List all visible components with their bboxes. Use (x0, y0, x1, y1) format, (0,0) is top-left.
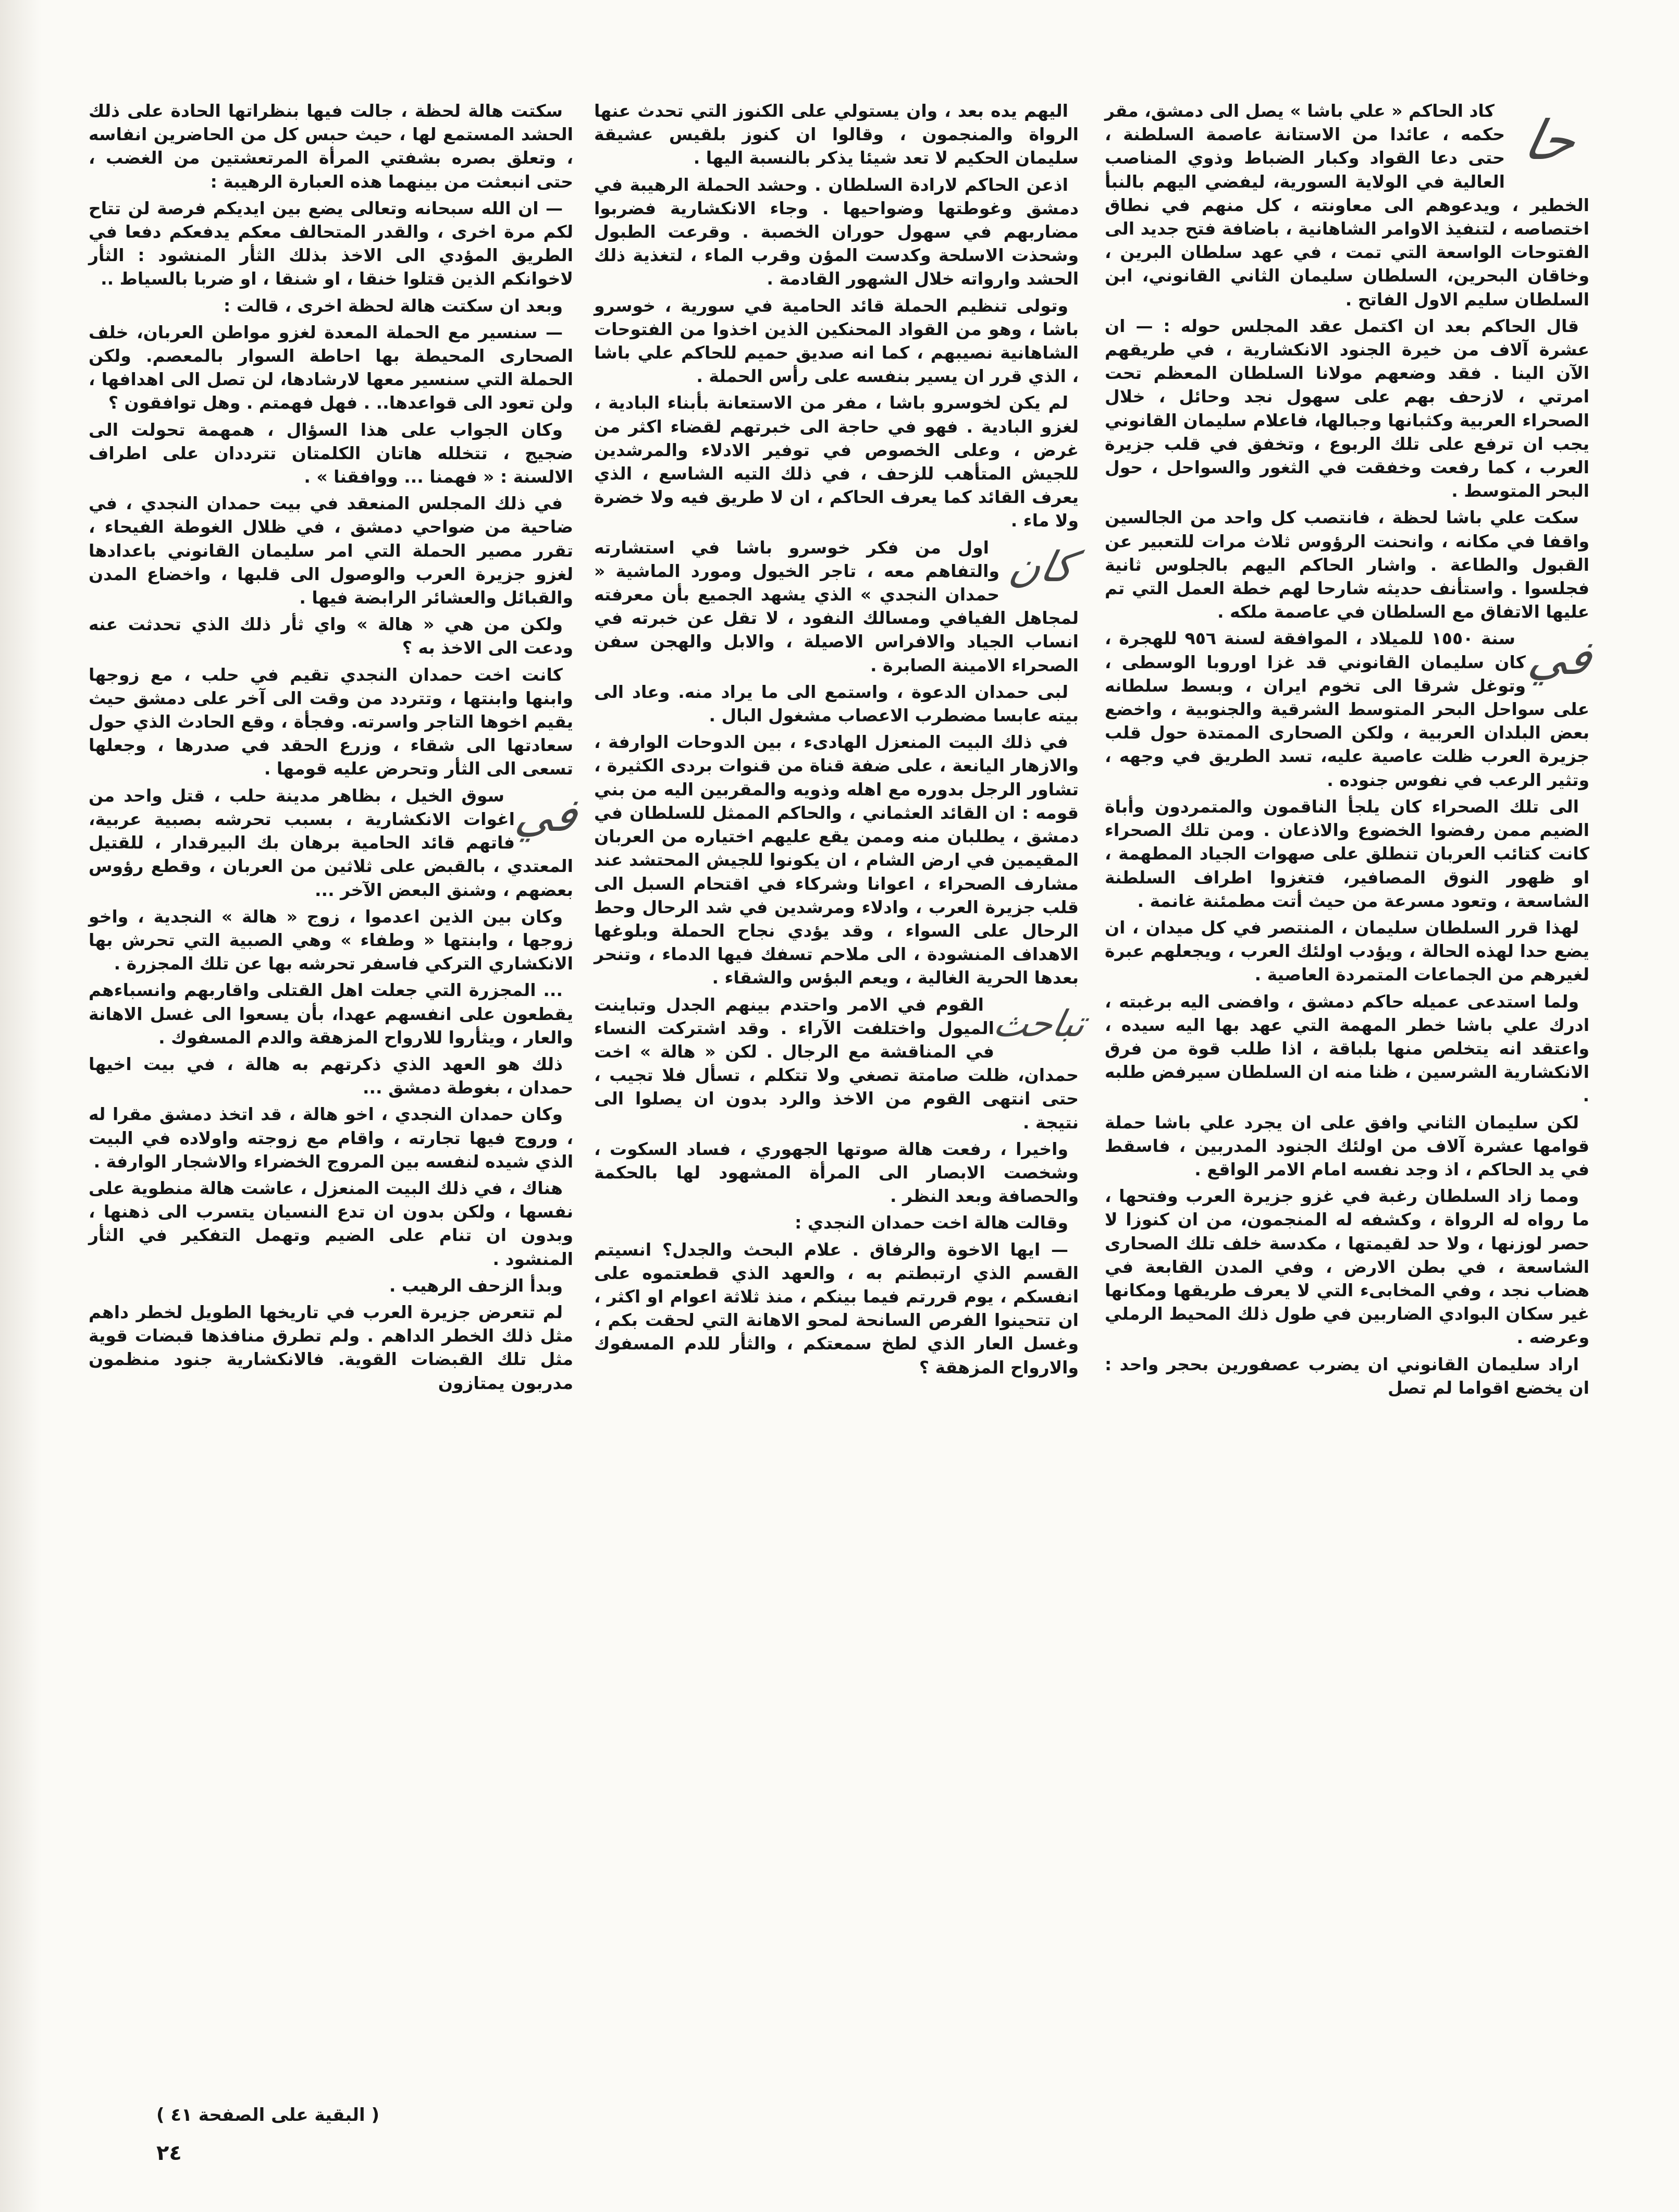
dropcap-letter: في (1524, 630, 1598, 685)
paragraph: وكان حمدان النجدي ، اخو هالة ، قد اتخذ دمشق مقرا له ، وروج فيها تجارته ، واقام مع زوجته واولاده في البيت الذي شيده لنفسه بين المروج الخضراء والاشجار الوارفة . (89, 1104, 573, 1172)
paragraph: في ذلك المجلس المنعقد في بيت حمدان النجدي ، في ضاحية من ضواحي دمشق ، في ظلال الغوطة الفيحاء ، تقرر مصير الحملة التي امر سليمان القانوني باعدادها لغزو جزيرة العرب والوصول الى قلبها ، واخضاع المدن والقبائل والعشائر الرابضة فيها . (89, 493, 573, 608)
paragraph: سكت علي باشا لحظة ، فانتصب كل واحد من الجالسين واقفا في مكانه ، وانحنت الرؤوس ثلاث مرات للتعبير عن القبول والطاعة . واشار الحاكم اليهم بالجلوس ثانية فجلسوا . واستأنف حديثه شارحا لهم خطة العمل التي تم عليها الاتفاق مع السلطان في عاصمة ملكه . (1105, 507, 1589, 622)
paragraph: ... المجزرة التي جعلت اهل القتلى واقاربهم وانسباءهم يقطعون على انفسهم عهدا، بأن يسعوا الى غسل الاهانة والعار ، ويثأروا للارواح المزهقة والدم المسفوك . (89, 980, 573, 1048)
paragraph: ولما استدعى عميله حاكم دمشق ، وافضى اليه برغبته ، ادرك علي باشا خطر المهمة التي عهد بها اليه سيده ، واعتقد انه يتخلص منها بلباقة ، اذا طلب قوة من فرق الانكشارية الشرسين ، ظنا منه ان السلطان سيرفض طلبه . (1105, 991, 1589, 1106)
paragraph: لم تتعرض جزيرة العرب في تاريخها الطويل لخطر داهم مثل ذلك الخطر الداهم . ولم تطرق منافذها قبضات قوية مثل تلك القبضات القوية. فالانكشارية جنود منظمون مدربون يمتازون (89, 1301, 573, 1393)
paragraph: سوق الخيل ، بظاهر مدينة حلب ، قتل واحد من اغوات الانكشارية ، بسبب تحرشه بصبية عربية، فاتهم قائد الحامية برهان بك البيرقدار ، للقتيل المعتدي ، بالقبض على ثلاثين من العربان ، وقطع رؤوس بعضهم ، وشنق البعض الآخر ... (89, 785, 573, 900)
dropcap-ornament (1524, 626, 1598, 689)
dropcap-ornament (990, 993, 1090, 1055)
paragraph: سنة ١٥٥٠ للميلاد ، الموافقة لسنة ٩٥٦ للهجرة ، كان سليمان القانوني قد غزا اوروبا الوسطى ، وتوغل شرقا الى تخوم ايران ، وبسط سلطانه على سواحل البحر المتوسط الشرقية والجنوبية ، واخضع بعض البلدان العربية ، ولكن الصحارى الممتدة حول قلب جزيرة العرب ظلت عاصية عليه، تسد الطريق في وجهه ، وتثير الرعب في نفوس جنوده . (1105, 628, 1589, 790)
dropcap-ornament (1511, 99, 1589, 182)
paragraph: وتولى تنظيم الحملة قائد الحامية في سورية ، خوسرو باشا ، وهو من القواد المحنكين الذين اخذوا من الفتوحات الشاهانية نصيبهم ، كما انه صديق حميم للحاكم علي باشا ، الذي قرر ان يسير بنفسه على رأس الحملة . (594, 295, 1079, 387)
paragraph: ومما زاد السلطان رغبة في غزو جزيرة العرب وفتحها ، ما رواه له الرواة ، وكشفه له المنجمون، من ان كنوزا لا حصر لوزنها ، ولا حد لقيمتها ، مكدسة خلف تلك الصحارى الشاسعة ، في بطن الارض ، وفي المدن القابعة في هضاب نجد ، وفي المخابىء التي لا يعرف طريقها ومكانها غير سكان البوادي الضاربين في طول ذلك المحيط الرملي وعرضه . (1105, 1186, 1589, 1348)
paragraph: لكن سليمان الثاني وافق على ان يجرد علي باشا حملة قوامها عشرة آلاف من اولئك الجنود المدربين ، فاسقط في يد الحاكم ، اذ وجد نفسه امام الامر الواقع . (1105, 1112, 1589, 1179)
paragraph: اول من فكر خوسرو باشا في استشارته والتفاهم معه ، تاجر الخيول ومورد الماشية « حمدان النجدي » الذي يشهد الجميع بأن معرفته لمجاهل الفيافي ومسالك النفود ، لا تقل عن خبرته في انساب الجياد والافراس الاصيلة ، والابل والهجن سفن الصحراء الامينة الصابرة . (594, 537, 1079, 675)
article-column-1 (1105, 99, 1598, 2069)
page-edge-shadow (0, 0, 42, 2212)
dropcap-letter: كان (1005, 543, 1079, 592)
paragraph: — ان الله سبحانه وتعالى يضع بين ايديكم فرصة لن تتاح لكم مرة اخرى ، والقدر المتحالف معكم يدفعكم دفعا في الطريق المؤدي الى الاخذ بذلك الثأر المنشود : الثأر لاخوانكم الذين قتلوا خنقا ، او شنقا ، او ضربا بالسياط .. (89, 198, 573, 289)
paragraph: في ذلك البيت المنعزل الهادىء ، بين الدوحات الوارفة ، والازهار اليانعة ، على ضفة قناة من قنوات بردى الكثيرة ، تشاور الرجل بدوره مع اهله وذويه والمقربين اليه من بني قومه : ان القائد العثماني ، والحاكم الممثل للسلطان في دمشق ، يطلبان منه وممن يقع عليهم اختياره من العربان المقيمين في ارض الشام ، ان يكونوا للجيش المحتشد عند مشارف الصحراء ، اعوانا وشركاء في اقتحام السبل الى قلب جزيرة العرب ، وادلاء ومرشدين في شد الرحال وحط الرحال على السواء ، وقد يؤدي نجاح الحملة وبلوغها الاهداف المنشودة ، الى ملاحم تسفك فيها الدماء ، وتنحر بعدها الحرية الغالية ، ويعم البؤس والشقاء . (594, 732, 1079, 988)
paragraph: وبعد ان سكتت هالة لحظة اخرى ، قالت : (224, 295, 563, 316)
dropcap-ornament (1006, 536, 1079, 598)
paragraph: كانت اخت حمدان النجدي تقيم في حلب ، مع زوجها وابنها وابنتها ، وتتردد من وقت الى آخر على دمشق حيث يقيم اخوها التاجر واسرته. وفجأة ، وقع الحادث الذي حول سعادتها الى شقاء ، وزرع الحقد في صدرها ، وجعلها تسعى الى الثأر وتحرض عليه قومها . (89, 664, 573, 779)
paragraph: وكان الجواب على هذا السؤال ، همهمة تحولت الى ضجيج ، تتخلله هاتان الكلمتان تترددان على اطراف الالسنة : « فهمنا ... ووافقنا » . (89, 419, 573, 487)
paragraph: هناك ، في ذلك البيت المنعزل ، عاشت هالة منطوية على نفسها ، ولكن بدون ان تدع النسيان يتسرب الى ذهنها ، وبدون ان تنام على الضيم وتهمل التفكير في الثأر المنشود . (89, 1177, 573, 1269)
continued-note: ( البقية على الصفحة ٤١ ) (156, 2105, 380, 2125)
page-number: ٢٤ (156, 2141, 182, 2165)
paragraph: — ايها الاخوة والرفاق . علام البحث والجدل؟ انسيتم القسم الذي ارتبطتم به ، والعهد الذي قطعتموه على انفسكم ، يوم قررتم فيما بينكم ، منذ ثلاثة اعوام او اكثر ، ان تتحينوا الفرص السانحة لمحو الاهانة التي لحقت بكم ، وغسل العار الذي لطخ سمعتكم ، والثأر للدم المسفوك والارواح المزهقة ؟ (594, 1239, 1079, 1378)
paragraph: اذعن الحاكم لارادة السلطان . وحشد الحملة الرهيبة في دمشق وغوطتها وضواحيها . وجاء الانكشارية فضربوا مضاربهم في سهول حوران الخصبة . وقرعت الطبول وشحذت الاسلحة وكدست المؤن وقرب الماء ، لتغذية ذلك الحشد وارواته خلال الشهور القادمة . (594, 174, 1079, 289)
dropcap-letter: حا (1518, 108, 1583, 173)
paragraph: واخيرا ، رفعت هالة صوتها الجهوري ، فساد السكوت ، وشخصت الابصار الى المرأة المشهود لها بالحكمة والحصافة وبعد النظر . (594, 1138, 1079, 1207)
paragraph: قال الحاكم بعد ان اكتمل عقد المجلس حوله : — ان عشرة آلاف من خيرة الجنود الانكشارية ، في طريقهم الآن الينا . فقد وضعهم مولانا السلطان المعظم تحت امرتي ، لازحف بهم على سهول نجد وحائل ، خلال الصحراء العربية وكثبانها وجبالها، فاعلام سليمان القانوني يجب ان ترفع على تلك الربوع ، وتخفق في قلب جزيرة العرب ، كما رفعت وخفقت في الثغور والسواحل ، حول البحر المتوسط . (1105, 315, 1589, 501)
paragraph: القوم في الامر واحتدم بينهم الجدل وتباينت الميول واختلفت الآراء . وقد اشتركت النساء في المناقشة مع الرجال . لكن « هالة » اخت حمدان، ظلت صامتة تصغي ولا تتكلم ، تسأل فلا تجيب ، حتى انتهى القوم من الاخذ والرد بدون ان يصلوا الى نتيجة . (594, 994, 1079, 1133)
dropcap-letter: تباحث (990, 1002, 1090, 1045)
paragraph: الى تلك الصحراء كان يلجأ الناقمون والمتمردون وأباة الضيم ممن رفضوا الخضوع والاذعان . ومن تلك الصحراء كانت كتائب العربان تنطلق على صهوات الجياد المطهمة ، او ظهور النوق المصافير، فتغزوا اطراف السلطنة الشاسعة ، وتعود مسرعة من حيث أتت مطمئنة غانمة . (1105, 796, 1589, 911)
article-column-4 (89, 99, 583, 2069)
paragraph: سكتت هالة لحظة ، جالت فيها بنظراتها الحادة على ذلك الحشد المستمع لها ، حيث حبس كل من الحاضرين انفاسه ، وتعلق بصره بشفتي المرأة المرتعشتين من الغضب ، حتى انبعثت من بينهما هذه العبارة الرهيبة : (89, 101, 573, 192)
paragraph: اليهم يده بعد ، وان يستولي على الكنوز التي تحدث عنها الرواة والمنجمون ، وقالوا ان كنوز بلقيس عشيقة سليمان الحكيم لا تعد شيئا يذكر بالنسبة اليها . (594, 101, 1079, 168)
paragraph: ولكن من هي « هالة » واي ثأر ذلك الذي تحدثت عنه ودعت الى الاخذ به ؟ (89, 614, 573, 658)
paragraph: لهذا قرر السلطان سليمان ، المنتصر في كل ميدان ، ان يضع حدا لهذه الحالة ، ويؤدب اولئك العرب ، ويجعلهم عبرة لغيرهم من الجماعات المتمردة العاصية . (1105, 917, 1589, 985)
article-column-2 (594, 99, 1090, 2069)
paragraph: وقالت هالة اخت حمدان النجدي : (795, 1212, 1068, 1233)
paragraph: وبدأ الزحف الرهيب . (389, 1275, 563, 1296)
paragraph: ذلك هو العهد الذي ذكرتهم به هالة ، في بيت اخيها حمدان ، بغوطة دمشق ... (89, 1053, 573, 1098)
dropcap-letter: في (511, 788, 583, 842)
paragraph: اراد سليمان القانوني ان يضرب عصفورين بحجر واحد : ان يخضع اقواما لم تصل (1105, 1354, 1589, 1398)
paragraph: كاد الحاكم « علي باشا » يصل الى دمشق، مقر حكمه ، عائدا من الاستانة عاصمة السلطنة ، حتى دعا القواد وكبار الضباط وذوي المناصب العالية في الولاية السورية، ليفضي اليهم بالنبأ الخطير ، ويدعوهم الى معاونته ، كل منهم في نطاق اختصاصه ، لتنفيذ الاوامر الشاهانية ، باضافة فتح جديد الى الفتوحات الواسعة التي تمت ، في عهد سلطان البرين ، وخاقان البحرين، السلطان سليمان الثاني القانوني، ابن السلطان سليم الاول الفاتح . (1105, 101, 1589, 310)
paragraph: لبى حمدان الدعوة ، واستمع الى ما يراد منه. وعاد الى بيته عابسا مضطرب الاعصاب مشغول البال . (594, 681, 1079, 726)
dropcap-ornament (511, 784, 583, 846)
paragraph: — سنسير مع الحملة المعدة لغزو مواطن العربان، خلف الصحارى المحيطة بها احاطة السوار بالمعصم. ولكن الحملة التي سنسير معها لارشادها، لن تصل الى اهدافها ، ولن تعود الى قواعدها.. . فهل فهمتم . وهل توافقون ؟ (89, 322, 573, 413)
paragraph: لم يكن لخوسرو باشا ، مفر من الاستعانة بأبناء البادية ، لغزو البادية . فهو في حاجة الى خبرتهم لقضاء اكثر من غرض ، وعلى الخصوص في توفير الادلاء والمرشدين للجيش المتأهب للزحف ، في ذلك التيه الشاسع ، الذي يعرف القائد كما يعرف الحاكم ، ان لا طريق فيه ولا خضرة ولا ماء . (594, 392, 1079, 531)
paragraph: وكان بين الذين اعدموا ، زوج « هالة » النجدية ، واخو زوجها ، وابنتها « وطفاء » وهي الصبية التي تحرش بها الانكشاري التركي فاسفر تحرشه بها عن تلك المجزرة . (89, 906, 573, 974)
